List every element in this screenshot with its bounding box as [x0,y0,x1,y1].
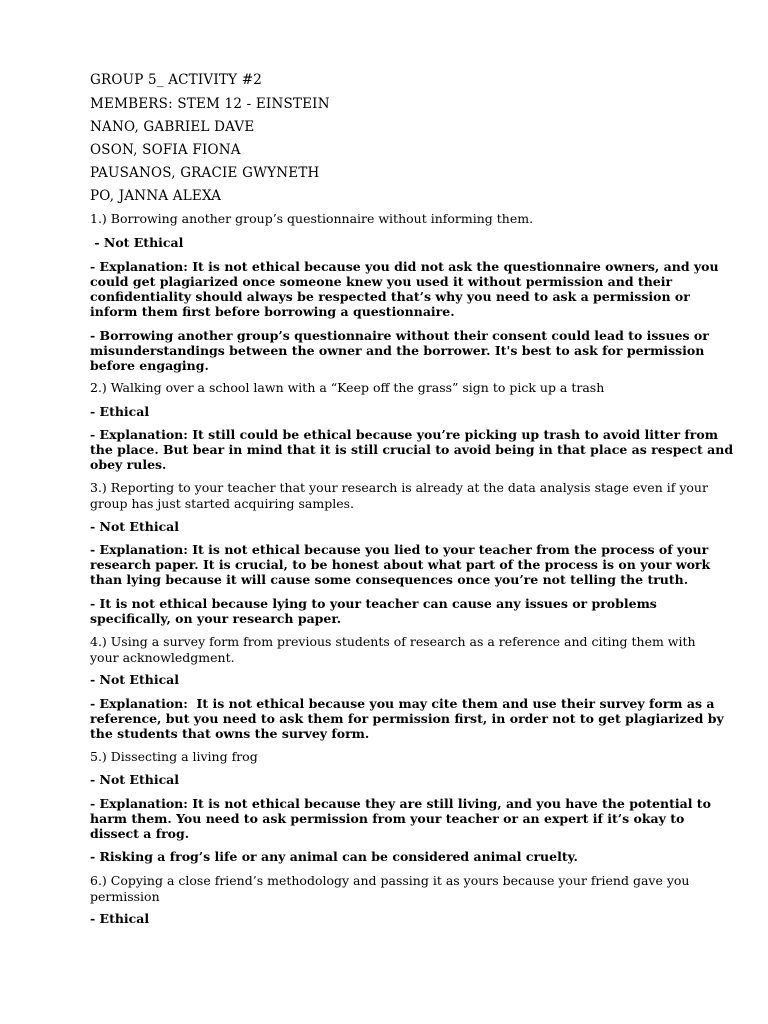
question-line: permission [90,888,160,904]
explanation-5 [90,796,711,841]
paragraph-line: could get plagiarized once someone knew you used it without permission and their [90,274,673,289]
note-3 [90,596,690,626]
explanation-4 [90,696,724,741]
verdict-text: - Not Ethical [90,235,184,250]
verdict-6 [90,911,690,926]
question-6 [90,873,690,904]
paragraph-line: - Explanation: It is not ethical because you lied to your teacher from the process of your [90,542,709,557]
question-2 [90,380,690,396]
paragraph-line: - Explanation: It is not ethical because you may cite them and use their survey form as a [90,696,715,711]
question-line: your acknowledgment. [90,649,235,665]
verdict-text: - Ethical [90,911,150,926]
verdict-4 [90,672,690,687]
paragraph-line: research paper. It is crucial, to be honest about what part of the process is on your work [90,557,711,572]
verdict-text: - Not Ethical [90,519,180,534]
member-name: NANO, GABRIEL DAVE [90,119,255,135]
paragraph-line: misunderstandings between the owner and the borrower. It's best to ask for permission [90,343,705,358]
verdict-text: - Not Ethical [90,772,180,787]
paragraph-line: the students that owns the survey form. [90,726,370,741]
paragraph-line: the place. But bear in mind that it is still crucial to avoid being in that place as respect and [90,442,734,457]
paragraph-line: than lying because it will cause some consequences once you’re not telling the truth. [90,572,689,587]
note-1 [90,328,709,373]
paragraph-line: - Explanation: It is not ethical because you did not ask the questionnaire owners, and you [90,259,719,274]
paragraph-line: - Risking a frog’s life or any animal can be considered animal cruelty. [90,849,578,864]
verdict-1 [90,235,690,250]
question-line: group has just started acquiring samples. [90,495,355,511]
paragraph-line: confidentiality should always be respected that’s why you need to ask a permission or [90,289,690,304]
question-line: 1.) Borrowing another group’s questionnaire without informing them. [90,211,534,226]
paragraph-line: - It is not ethical because lying to your teacher can cause any issues or problems [90,596,657,611]
verdict-5 [90,772,690,787]
paragraph-line: - Borrowing another group’s questionnaire without their consent could lead to issues or [90,328,709,343]
activity-title: GROUP 5_ ACTIVITY #2 [90,72,263,88]
question-5 [90,749,690,765]
paragraph-line: - Explanation: It is not ethical because they are still living, and you have the potential to [90,796,711,811]
verdict-2 [90,404,690,419]
question-line: 3.) Reporting to your teacher that your research is already at the data analysis stage even if your [90,480,708,495]
members-line: MEMBERS: STEM 12 - EINSTEIN [90,96,330,112]
verdict-text: - Ethical [90,404,150,419]
paragraph-line: reference, but you need to ask them for permission first, in order not to get plagiarized by [90,711,724,726]
explanation-2 [90,427,734,472]
question-line: 5.) Dissecting a living frog [90,749,258,764]
question-line: 6.) Copying a close friend’s methodology and passing it as yours because your friend gave you [90,873,690,888]
paragraph-line: specifically, on your research paper. [90,611,342,626]
question-1 [90,211,690,227]
paragraph-line: harm them. You need to ask permission from your teacher or an expert if it’s okay to [90,811,685,826]
verdict-text: - Not Ethical [90,672,180,687]
question-4 [90,634,696,665]
explanation-1 [90,259,719,319]
note-5 [90,849,690,864]
paragraph-line: obey rules. [90,457,167,472]
paragraph-line: - Explanation: It still could be ethical because you’re picking up trash to avoid litter from [90,427,718,442]
paragraph-line: before engaging. [90,358,209,373]
question-line: 4.) Using a survey form from previous students of research as a reference and citing them with [90,634,696,649]
verdict-3 [90,519,690,534]
explanation-3 [90,542,711,587]
paragraph-line: dissect a frog. [90,826,190,841]
member-name: OSON, SOFIA FIONA [90,142,241,158]
paragraph-line: inform them first before borrowing a questionnaire. [90,304,455,319]
question-3 [90,480,708,511]
question-line: 2.) Walking over a school lawn with a “Keep off the grass” sign to pick up a trash [90,380,605,395]
member-name: PAUSANOS, GRACIE GWYNETH [90,165,320,181]
member-name: PO, JANNA ALEXA [90,188,222,204]
